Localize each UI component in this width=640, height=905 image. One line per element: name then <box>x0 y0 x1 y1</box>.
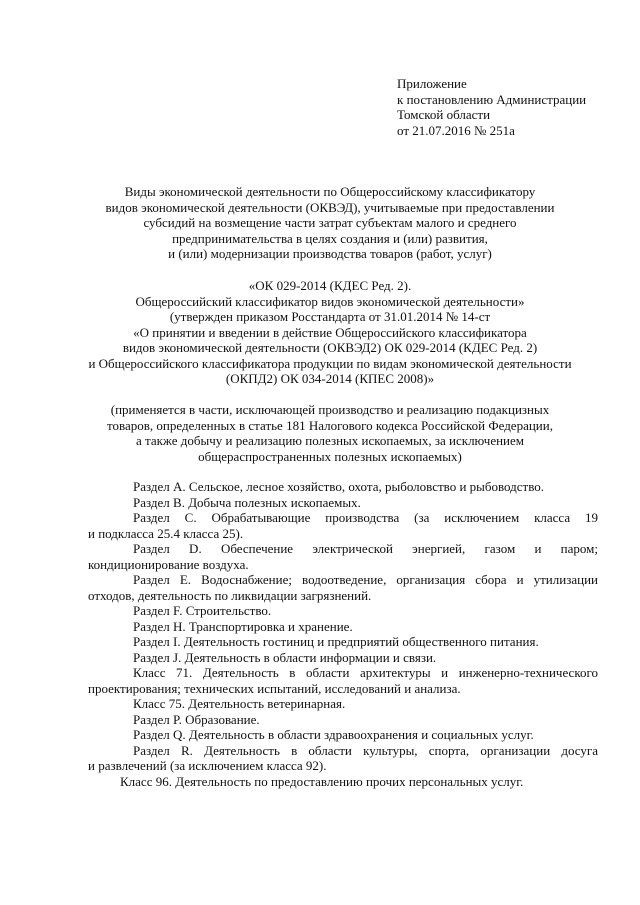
section-a: Раздел А. Сельское, лесное хозяйство, охота, рыболовство и рыбоводство. <box>133 479 545 494</box>
note-line: общераспространенных полезных ископаемых) <box>198 448 462 464</box>
activity-sections-list <box>88 479 598 789</box>
title-line: Виды экономической деятельности по Общероссийскому классификатору <box>124 184 536 199</box>
title-line: субсидий на возмещение части затрат субъектам малого и среднего <box>143 215 517 230</box>
classifier-reference <box>60 278 600 387</box>
section-c-line1: Раздел С. Обрабатывающие производства (за исключением класса 19 <box>133 510 598 525</box>
section-i: Раздел I. Деятельность гостиниц и предприятий общественного питания. <box>133 634 539 649</box>
section-p: Раздел Р. Образование. <box>133 711 260 727</box>
application-note <box>60 402 600 464</box>
section-b: Раздел В. Добыча полезных ископаемых. <box>133 494 361 510</box>
class-71-line1: Класс 71. Деятельность в области архитектуры и инженерно-технического <box>133 665 598 680</box>
document-title <box>60 184 600 262</box>
section-d-line1: Раздел D. Обеспечение электрической энергией, газом и паром; <box>133 541 598 556</box>
section-e-line2: отходов, деятельность по ликвидации загрязнений. <box>88 587 372 603</box>
section-r-line1: Раздел R. Деятельность в области культуры, спорта, организации досуга <box>133 742 598 758</box>
section-q: Раздел Q. Деятельность в области здравоохранения и социальных услуг. <box>133 727 534 742</box>
title-line: видов экономической деятельности (ОКВЭД), учитываемые при предоставлении <box>105 199 555 215</box>
classifier-line: Общероссийский классификатор видов экономической деятельности» <box>135 293 525 309</box>
appendix-line: Томской области <box>397 107 491 122</box>
section-h: Раздел Н. Транспортировка и хранение. <box>133 618 353 634</box>
appendix-line: Приложение <box>397 76 467 91</box>
section-j: Раздел J. Деятельность в области информации и связи. <box>133 649 437 665</box>
section-r-line2: и развлечений (за исключением класса 92). <box>88 758 327 773</box>
classifier-line: «О принятии и введении в действие Общероссийского классификатора <box>133 324 527 340</box>
classifier-line: (ОКПД2) ОК 034-2014 (КПЕС 2008)» <box>225 371 435 386</box>
appendix-line: к постановлению Администрации <box>397 91 587 107</box>
note-line: товаров, определенных в статье 181 Налогового кодекса Российской Федерации, <box>107 417 553 433</box>
classifier-line: (утвержден приказом Росстандарта от 31.01.2014 № 14-ст <box>169 309 491 324</box>
section-e-line1: Раздел Е. Водоснабжение; водоотведение, организация сбора и утилизации <box>133 572 598 587</box>
section-f: Раздел F. Строительство. <box>133 603 272 618</box>
appendix-header <box>397 76 617 138</box>
appendix-date-number: от 21.07.2016 № 251а <box>397 122 515 138</box>
classifier-line: «ОК 029-2014 (КДЕС Ред. 2). <box>248 278 412 293</box>
class-71-line2: проектирования; технических испытаний, исследований и анализа. <box>88 680 461 696</box>
note-line: а также добычу и реализацию полезных ископаемых, за исключением <box>135 433 524 448</box>
classifier-line: видов экономической деятельности (ОКВЭД2) ОК 029-2014 (КДЕС Ред. 2) <box>122 340 538 355</box>
class-75: Класс 75. Деятельность ветеринарная. <box>133 696 346 711</box>
note-line: (применяется в части, исключающей производство и реализацию подакцизных <box>110 402 550 417</box>
title-line: и (или) модернизации производства товаров (работ, услуг) <box>168 246 492 261</box>
class-96: Класс 96. Деятельность по предоставлению прочих персональных услуг. <box>120 773 524 789</box>
title-line: предпринимательства в целях создания и (или) развития, <box>172 230 488 246</box>
classifier-line: и Общероссийского классификатора продукции по видам экономической деятельности <box>88 355 572 371</box>
section-c-line2: и подкласса 25.4 класса 25). <box>88 525 244 541</box>
section-d-line2: кондиционирование воздуха. <box>88 556 249 572</box>
